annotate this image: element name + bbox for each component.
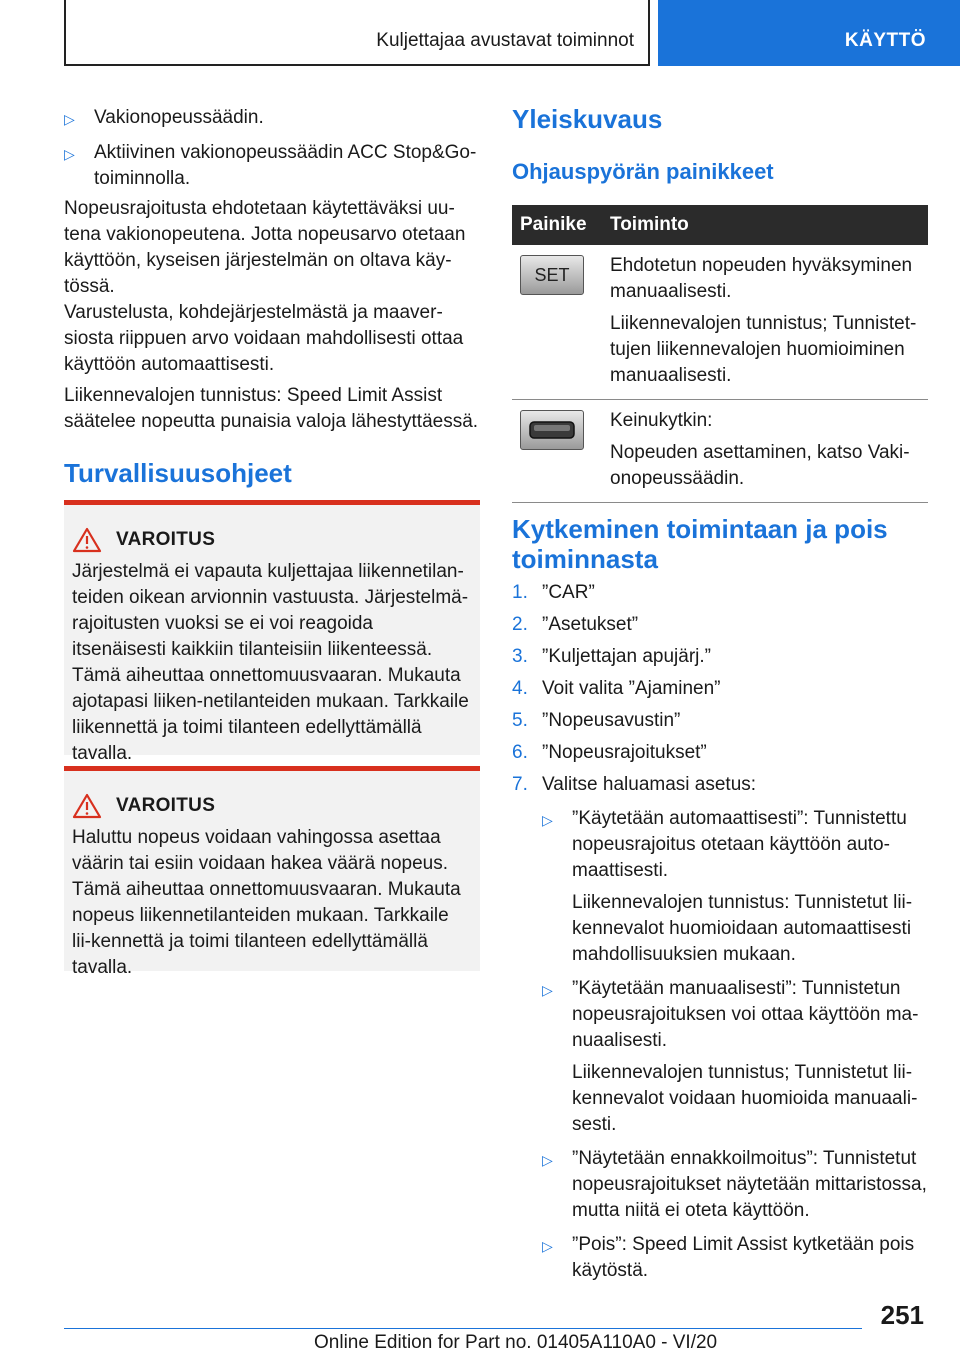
list-item: 7. Valitse haluamasi asetus: <box>512 774 757 795</box>
list-item: 6. ”Nopeusrajoitukset” <box>512 742 707 763</box>
chapter-title: Kuljettajaa avustavat toiminnot <box>376 30 634 51</box>
warning-triangle-icon <box>72 793 116 819</box>
paragraph: Nopeusrajoitusta ehdotetaan käytettäväksi uu-tena vakionopeutena. Jotta nopeusarvo otetaan käyttöön, kyseisen järjestelmän on oltava käy-tössä. <box>64 198 466 297</box>
warning-box <box>64 500 480 764</box>
list-item: 5. ”Nopeusavustin” <box>512 710 681 731</box>
paragraph: Liikennevalojen tunnistus: Speed Limit Assist säätelee nopeutta punaisia valoja lähestyttäessä. <box>64 385 479 432</box>
buttons-table <box>512 205 928 503</box>
list-item: ▷ Aktiivinen vakionopeussäädin ACC Stop&Go-toiminnolla. <box>64 140 480 192</box>
rocker-switch-icon <box>520 410 584 450</box>
page-header <box>0 0 960 66</box>
triangle-bullet-icon: ▷ <box>542 1238 553 1254</box>
list-item: 1. ”CAR” <box>512 582 595 603</box>
option-item: ▷ ”Pois”: Speed Limit Assist kytketään pois käytöstä. <box>542 1232 928 1284</box>
option-item: ▷ ”Käytetään manuaalisesti”: Tunnistetun nopeusrajoituksen voi ottaa käyttöön ma-nuaalisesti. Liikennevalojen tunnistus; Tunnistetut lii-kennevalot voidaan huomioida manuaali-sesti. <box>542 976 928 1138</box>
warning-label: VAROITUS <box>116 529 216 550</box>
warning-text: Haluttu nopeus voidaan vahingossa asettaa väärin tai esiin voidaan hakea väärä nopeus. Tämä aiheuttaa onnettomuusvaaran. Mukauta nopeus liikennetilanteiden mukaan. Tarkkaile lii-kennettä ja toimi tilanteen edellyttämällä tavalla. <box>72 827 461 978</box>
triangle-bullet-icon: ▷ <box>542 982 553 998</box>
paragraph: Varustelusta, kohdejärjestelmästä ja maaver-siosta riippuen arvo voidaan mahdollisesti ottaa käyttöön automaattisesti. <box>64 302 464 375</box>
section-tab[interactable] <box>658 0 960 66</box>
list-item: 4. Voit valita ”Ajaminen” <box>512 678 721 699</box>
option-item: ▷ ”Käytetään automaattisesti”: Tunnistettu nopeusrajoitus otetaan käyttöön auto-maattisesti. Liikennevalojen tunnistus: Tunnistetut lii-kennevalot huomioidaan automaattisesti mahdollisuuksien mukaan. <box>542 806 928 968</box>
table-row: SET Ehdotetun nopeuden hyväksyminen manuaalisesti. Liikennevalojen tunnistus; Tunnistet-tujen liikennevalojen huomioiminen manuaalisesti. <box>512 245 928 400</box>
triangle-bullet-icon: ▷ <box>542 1152 553 1168</box>
section-label: KÄYTTÖ <box>844 30 926 51</box>
section-heading: Yleiskuvaus <box>512 104 663 134</box>
edition-text: Online Edition for Part no. 01405A110A0 - VI/20 <box>314 1332 718 1353</box>
table-row: Keinukytkin: Nopeuden asettaminen, katso Vaki-onopeussäädin. <box>512 400 928 503</box>
warning-label: VAROITUS <box>116 795 216 816</box>
warning-box <box>64 766 480 978</box>
triangle-bullet-icon: ▷ <box>64 146 75 162</box>
warning-text: Järjestelmä ei vapauta kuljettajaa liikennetilan-teiden oikean arvionnin vastuusta. Järjestelmä-rajoitusten vuoksi se ei voi reagoida itsenäisesti kaikkiin tilanteisiin liikenteessä. Tämä aiheuttaa onnettomuusvaaran. Mukauta ajotapasi liiken-netilanteiden mukaan. Tarkkaile liikennettä ja toimi tilanteen edellyttämällä tavalla. <box>72 561 469 764</box>
warning-triangle-icon <box>72 527 116 553</box>
list-item: ▷ Vakionopeussäädin. <box>64 105 480 132</box>
footer-divider <box>64 1328 862 1329</box>
triangle-bullet-icon: ▷ <box>542 812 553 828</box>
page-number: 251 <box>880 1300 924 1330</box>
table-header-function: Toiminto <box>602 205 928 245</box>
triangle-bullet-icon: ▷ <box>64 111 75 127</box>
set-button-icon: SET <box>520 255 584 295</box>
table-header-button: Painike <box>512 205 602 245</box>
option-item: ▷ ”Näytetään ennakkoilmoitus”: Tunnistetut nopeusrajoitukset näytetään mittaristossa, mutta niitä ei oteta käyttöön. <box>542 1146 928 1224</box>
section-heading: Kytkeminen toimintaan ja pois toiminnasta <box>512 514 888 574</box>
section-heading: Turvallisuusohjeet <box>64 458 292 488</box>
list-item: 3. ”Kuljettajan apujärj.” <box>512 646 711 667</box>
subsection-heading: Ohjauspyörän painikkeet <box>512 159 774 184</box>
chapter-box <box>64 0 650 66</box>
steps-list <box>512 580 928 1284</box>
list-item: 2. ”Asetukset” <box>512 614 639 635</box>
